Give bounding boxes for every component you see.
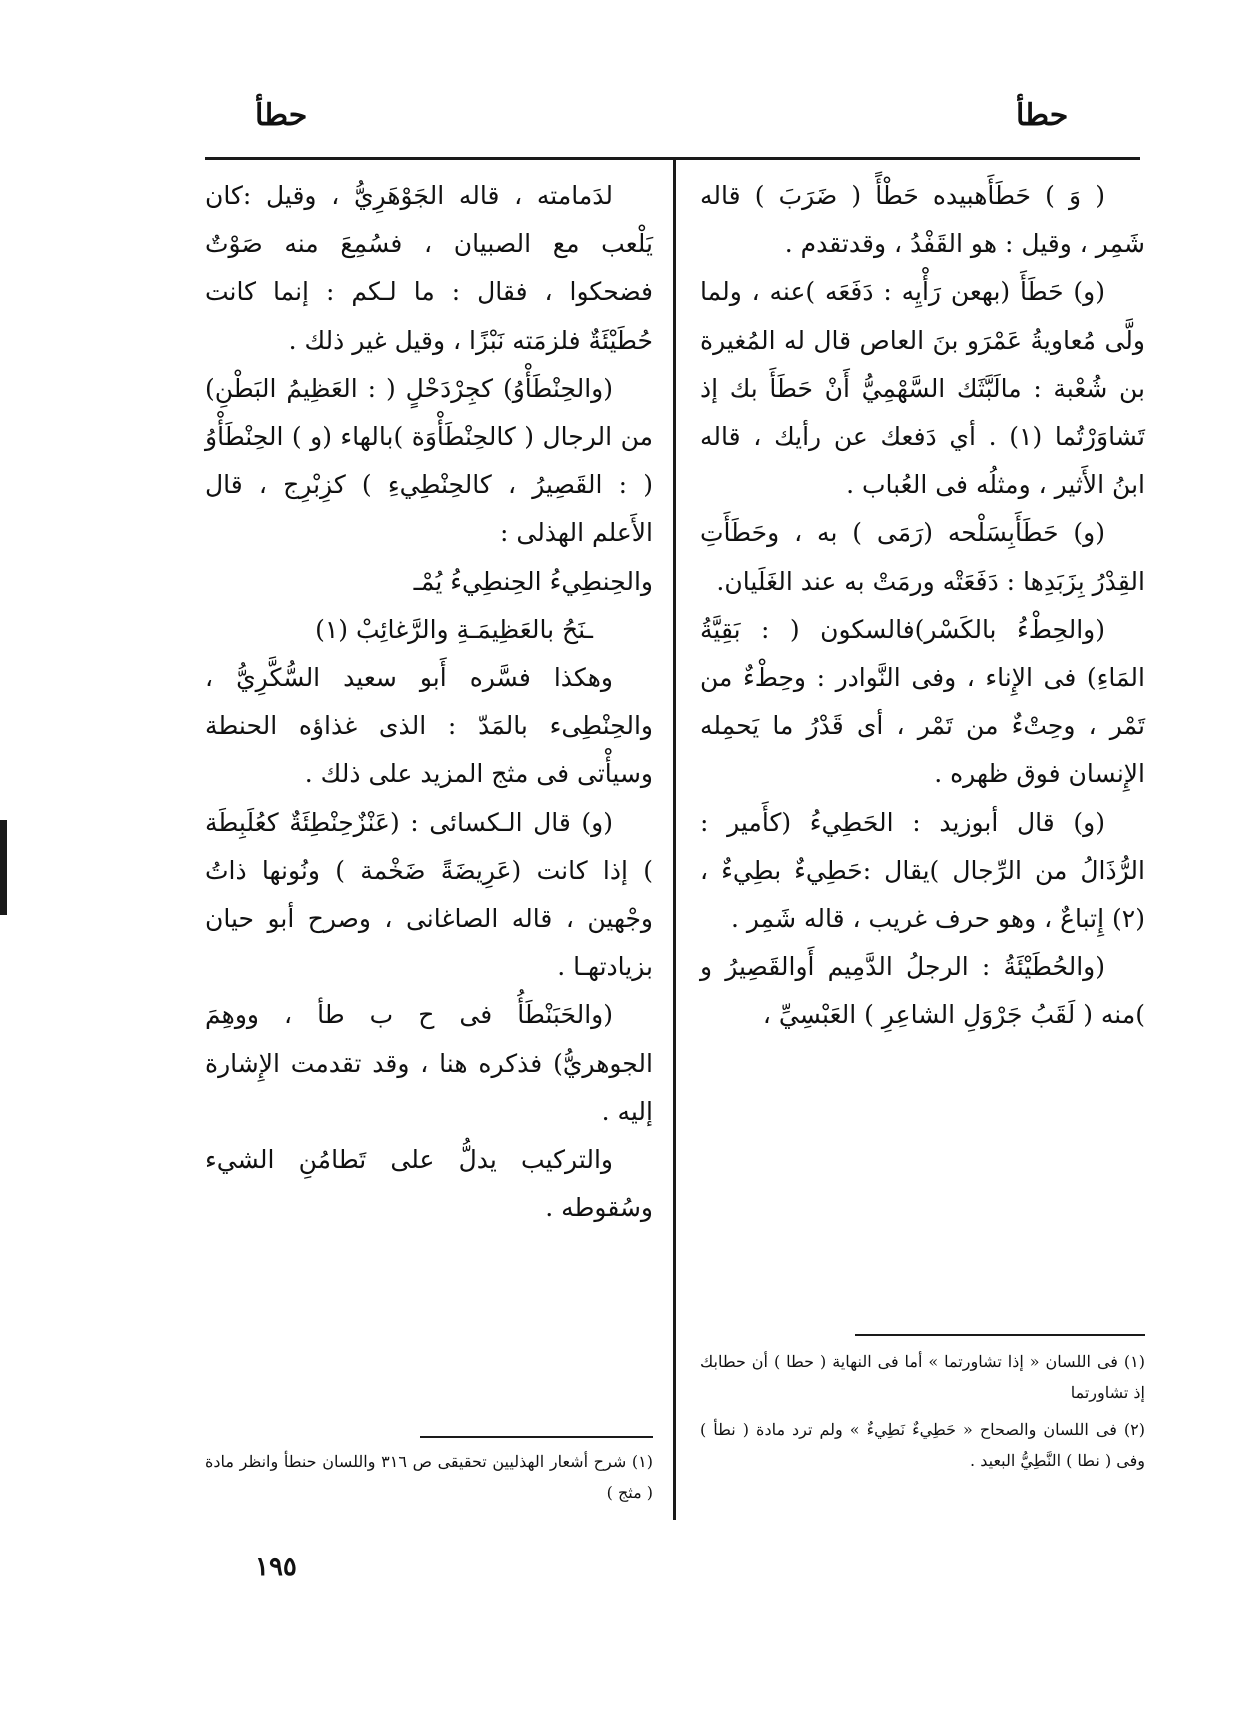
right-column [700,172,1145,1040]
entry-paragraph: (والحِنْطَأْوُ) كجِرْدَحْلٍ ( : العَظِيمُ البَطْنِ) من الرجال ( كالحِنْطَأْوَة )بالهاء (و ) الحِنْطَأْوُ ( : القَصِيرُ ، كالحِنْطِيءِ ) كزِبْرِج ، قال الأَعلم الهذلى : [205,373,653,548]
column-divider [673,160,676,1520]
entry-paragraph: (والحِطْءُ بالكَسْر)فالسكون ( : بَقِيَّةُ المَاءِ) فى الإِناء ، وفى النَّوادر : وحِطْءٌ من تَمْر ، وحِتْءٌ من تَمْر ، أى قَدْرُ ما يَحمِله الإِنسان فوق ظهره . [700,614,1145,789]
entry-paragraph: (و) قال أبوزيد : الحَطِيءُ (كأَمير : الرُّذَالُ من الرِّجال )يقال :حَطِيءٌ بطِيءٌ ،(٢) إِتباعٌ ، وهو حرف غريب ، قاله شَمِر . [700,807,1145,934]
footnote: (١) شرح أشعار الهذليين تحقيقى ص ٣١٦ واللسان حنطأ وانظر مادة ( مثج ) [205,1452,653,1502]
left-column [205,172,653,1232]
entry-paragraph: (والحَبَنْطَأُ فى ح ب طأ ، ووهِمَ الجوهريُّ) فذكره هنا ، وقد تقدمت الإِشارة إليه . [205,1000,653,1126]
entry-paragraph: لدَمامته ، قاله الجَوْهَرِيُّ ، وقيل :كان يَلْعب مع الصبيان ، فسُمِعَ منه صَوْتٌ فضحكوا ، فقال : ما لـكم : إنما كانت حُطَيْئَةٌ فلزمَته نَبْزًا ، وقيل غير ذلك . [205,181,653,355]
entry-paragraph: والتركيب يدلُّ على تَطامُنِ الشيء وسُقوطه . [205,1145,653,1223]
verse-line-second: ـنَحُ بالعَظِيمَـةِ والرَّغائِبْ (١) [315,614,593,644]
entry-paragraph: (و) حَطَأَ (بهعن رَأْيِه : دَفَعَه )عنه ، ولما ولَّى مُعاويةُ عَمْرَو بنَ العاص قال له المُغيرة بن شُعْبة : مالَبَّثَك السَّهْمِيُّ أَنْ حَطَأَ بك إذ تَشاوَرْتُما (١) . أي دَفعك عن رأيك ، قاله ابنُ الأَثير ، ومثلُه فى العُباب . [700,277,1145,500]
header-keyword-right: حطأ [1016,98,1069,133]
footnote-rule-left [420,1436,653,1438]
scan-edge-mark [0,820,7,915]
footnotes-left [205,1446,653,1514]
verse-line-first: والحِنطِيءُ الحِنطِيءُ يُمْـ [413,566,653,596]
entry-paragraph: ( وَ ) حَطَأَهبيده حَطْأً ( ضَرَبَ ) قاله شَمِر ، وقيل : هو القَفْدُ ، وقدتقدم . [700,181,1145,259]
footnote-rule-right [855,1334,1145,1336]
page-number: ١٩٥ [255,1552,297,1582]
entry-paragraph: (و) قال الـكسائى : (عَنْزٌحِنْطِئَةٌ كعُلَبِطَة ) إذا كانت (عَرِيضَةً ضَخْمة ) ونُونها ذاتُ وجْهين ، قاله الصاغانى ، وصرح أبو حيان بزيادتهـا . [205,807,653,982]
header-keyword-left: حطأ [255,98,308,133]
footnote: (١) فى اللسان « إذا تشاورتما » أما فى النهاية ( حطا ) أن حطابك إذ تشاورتما [700,1352,1145,1402]
entry-paragraph: (و) حَطَأَبِسَلْحه (رَمَى ) به ، وحَطَأَتِ القِدْرُ بِزَبَدِها : دَفَعَتْه ورمَتْ به عند الغَلَيان. [700,518,1145,596]
footnote: (٢) فى اللسان والصحاح « حَطِيءٌ نَطِيءٌ » ولم ترد مادة ( نطأ ) وفى ( نطا ) النَّطِيُّ البعيد . [700,1420,1145,1470]
entry-paragraph: (والحُطَيْئَةُ : الرجلُ الدَّمِيم أَوالقَصِيرُ و )منه ( لَقَبُ جَرْوَلِ الشاعِرِ ) العَبْسِيِّ ، [700,952,1145,1030]
entry-paragraph: وهكذا فسَّره أَبو سعيد السُّكَّرِيُّ ، والحِنْطِىء بالمَدّ : الذى غذاؤه الحنطة وسيأْتى فى مثج المزيد على ذلك . [205,663,653,789]
footnotes-right [700,1346,1145,1482]
